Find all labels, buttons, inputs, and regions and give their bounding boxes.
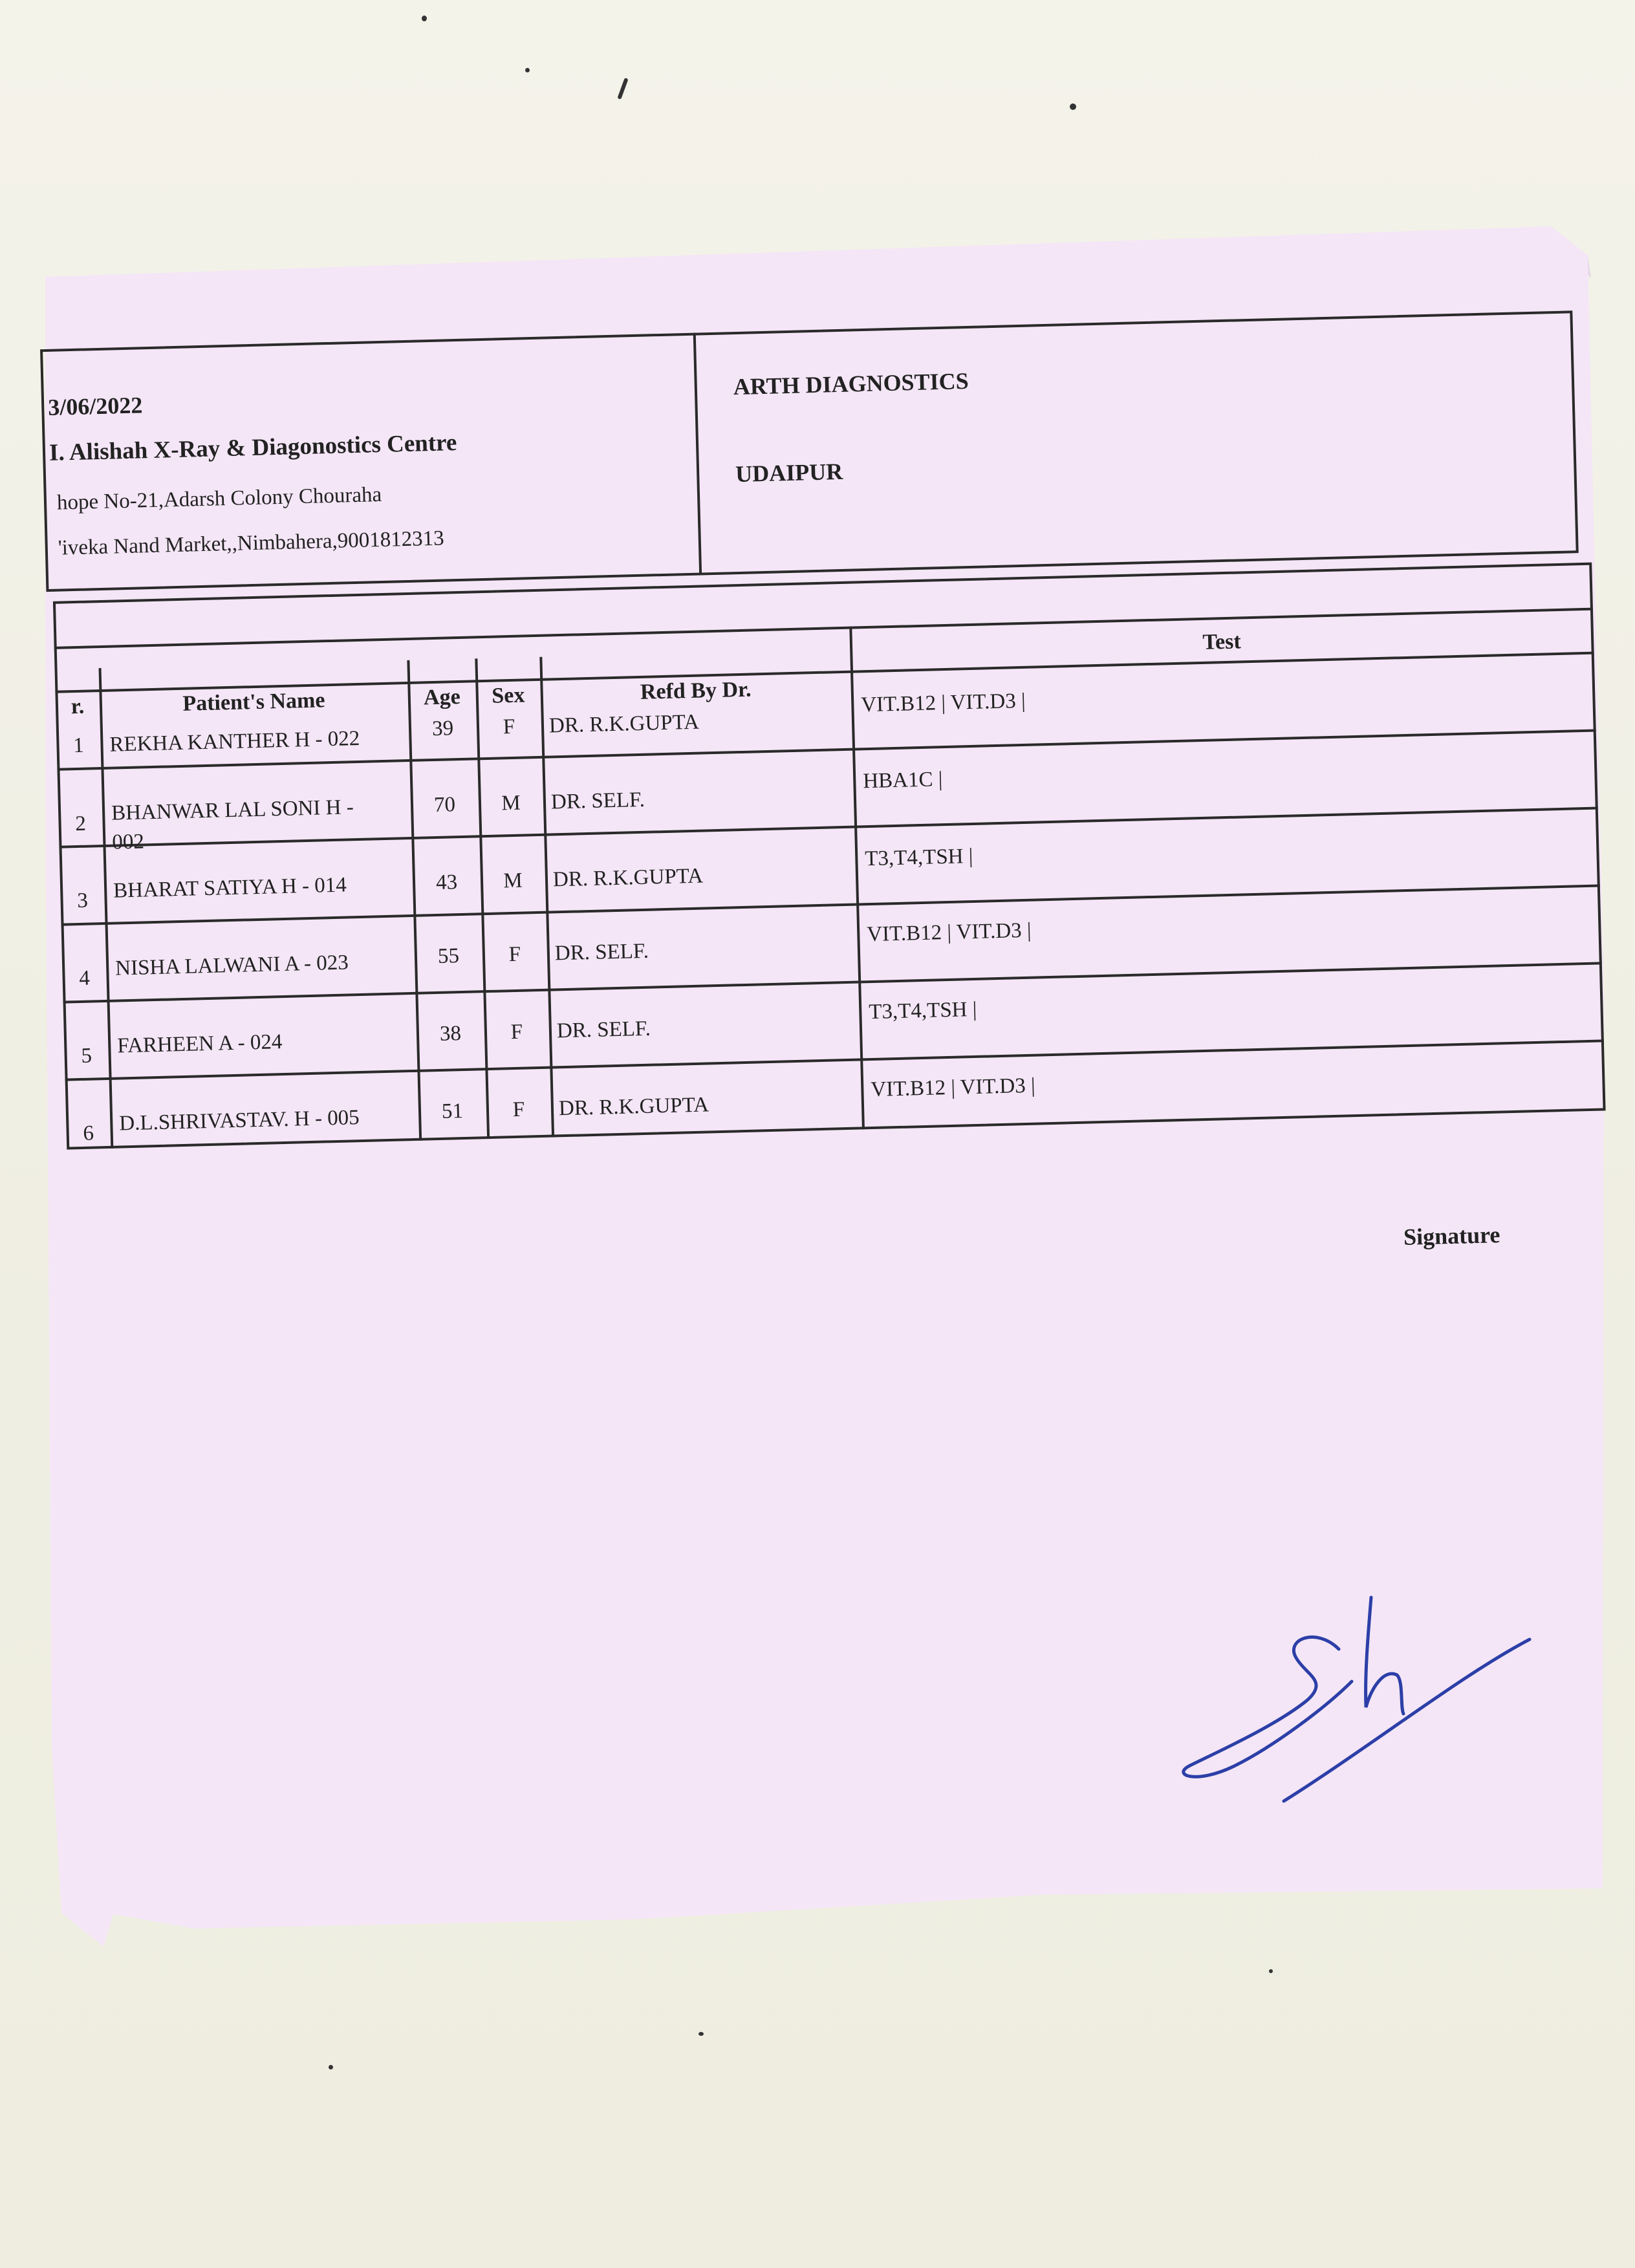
row-6-patient-name: D.L.SHRIVASTAV. H - 005: [118, 1106, 360, 1136]
header-referring-doctor: Refd By Dr.: [640, 677, 752, 704]
row-3-sr: 3: [76, 889, 89, 913]
row-1-referring-doctor: DR. R.K.GUPTA: [548, 710, 700, 738]
row-6-referring-doctor: DR. R.K.GUPTA: [558, 1093, 709, 1121]
signature-label: Signature: [1403, 1222, 1500, 1250]
row-2-patient-name: BHANWAR LAL SONI H - 002: [111, 795, 354, 854]
row-3-age: 43: [435, 870, 458, 894]
dust-speck: [422, 16, 427, 21]
row-5-sr: 5: [80, 1044, 92, 1068]
row-2-test: HBA1C |: [862, 768, 943, 794]
row-4-referring-doctor: DR. SELF.: [554, 939, 649, 966]
row-6-age: 51: [441, 1099, 464, 1123]
row-1-age: 39: [431, 717, 454, 741]
dust-speck: [1269, 1969, 1273, 1973]
row-3-test: T3,T4,TSH |: [864, 844, 973, 871]
row-6-sex: F: [512, 1097, 525, 1122]
header-sex: Sex: [491, 683, 525, 708]
row-4-patient-name: NISHA LALWANI A - 023: [114, 951, 349, 980]
row-4-sex: F: [508, 942, 521, 967]
row-5-test: T3,T4,TSH |: [868, 997, 977, 1024]
row-1-sr: 1: [72, 733, 85, 758]
row-2-sr: 2: [74, 812, 87, 836]
row-6-sr: 6: [83, 1121, 94, 1145]
row-1-patient-name: REKHA KANTHER H - 022: [109, 726, 360, 757]
header-age: Age: [423, 684, 461, 710]
dust-speck: [329, 2065, 333, 2069]
document-content: [45, 258, 1627, 1203]
row-6-test: VIT.B12 | VIT.D3 |: [870, 1074, 1036, 1102]
centre-name: I. Alishah X-Ray & Diagonostics Centre: [49, 429, 457, 466]
row-2-referring-doctor: DR. SELF.: [550, 788, 645, 814]
row-3-patient-name: BHARAT SATIYA H - 014: [113, 873, 347, 903]
centre-address-line-2: 'iveka Nand Market,,Nimbahera,9001812313: [58, 526, 445, 560]
row-4-test: VIT.B12 | VIT.D3 |: [866, 918, 1032, 947]
report-date: 3/06/2022: [47, 392, 143, 420]
header-sr: r.: [70, 694, 85, 719]
dust-speck: [698, 2032, 704, 2036]
row-3-referring-doctor: DR. R.K.GUPTA: [552, 864, 704, 892]
row-5-referring-doctor: DR. SELF.: [556, 1017, 651, 1043]
row-5-age: 38: [439, 1022, 462, 1046]
row-4-sr: 4: [78, 966, 91, 991]
row-2-sex: M: [501, 791, 521, 815]
header-test: Test: [1202, 629, 1242, 654]
row-4-age: 55: [437, 944, 460, 968]
row-5-sex: F: [510, 1020, 523, 1044]
centre-address-line-1: hope No-21,Adarsh Colony Chouraha: [56, 482, 382, 515]
lab-name: ARTH DIAGNOSTICS: [733, 367, 969, 400]
dust-speck: [525, 68, 530, 72]
handwritten-signature: [1177, 1578, 1539, 1824]
row-2-age: 70: [433, 793, 456, 817]
row-1-test: VIT.B12 | VIT.D3 |: [860, 689, 1026, 717]
header-patient-name: Patient's Name: [182, 688, 325, 716]
row-1-sex: F: [503, 715, 515, 739]
row-3-sex: M: [503, 869, 523, 893]
row-5-patient-name: FARHEEN A - 024: [116, 1030, 283, 1058]
lab-city: UDAIPUR: [735, 458, 843, 488]
dust-speck: [1070, 103, 1076, 110]
